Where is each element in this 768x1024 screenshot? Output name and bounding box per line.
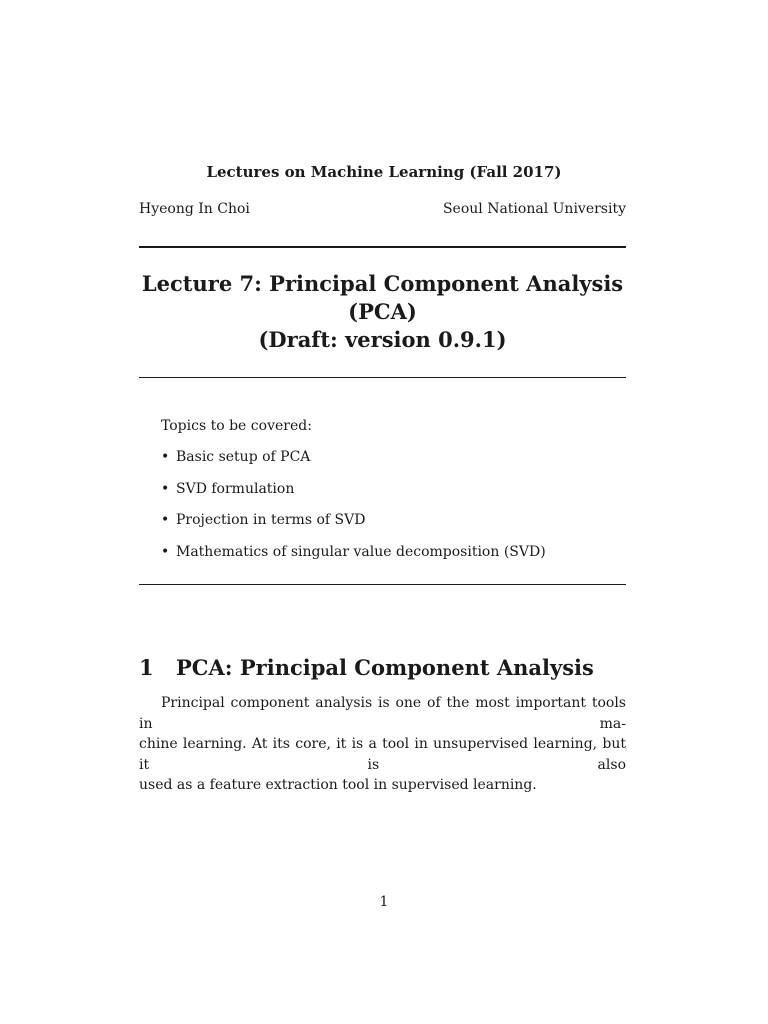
bullet-icon: • — [161, 480, 170, 497]
author-affiliation: Seoul National University — [442, 201, 626, 217]
paragraph-line: chine learning. At its core, it is a tool in unsupervised learning, but it is also — [139, 736, 626, 773]
list-item — [161, 481, 546, 513]
topic-list — [161, 449, 546, 575]
page-number: 1 — [379, 894, 389, 910]
paragraph-line: Principal component analysis is one of the most important tools in ma- — [139, 695, 626, 732]
title-bottom-rule — [139, 377, 626, 378]
title-line-1: Lecture 7: Principal Component Analysis — [141, 271, 624, 296]
topics-intro: Topics to be covered: — [161, 418, 312, 434]
section-number: 1 — [139, 655, 154, 680]
title-top-rule — [139, 246, 626, 248]
topic-text: SVD formulation — [176, 480, 295, 497]
bullet-icon: • — [161, 449, 170, 465]
section-paragraph — [139, 693, 626, 796]
paragraph-line: used as a feature extraction tool in supervised learning. — [139, 777, 537, 793]
section-title: PCA: Principal Component Analysis — [176, 655, 594, 680]
section-heading — [139, 655, 594, 680]
list-item — [161, 512, 546, 544]
list-item — [161, 544, 546, 576]
topic-text: Projection in terms of SVD — [176, 512, 366, 528]
title-line-2: (PCA) — [348, 299, 417, 324]
topic-text: Mathematics of singular value decomposition (SVD) — [176, 543, 546, 560]
list-item — [161, 449, 546, 481]
title-line-3: (Draft: version 0.9.1) — [258, 327, 507, 352]
course-header: Lectures on Machine Learning (Fall 2017) — [206, 163, 562, 181]
bullet-icon: • — [161, 512, 170, 528]
topics-bottom-rule — [139, 584, 626, 585]
lecture-title — [139, 270, 626, 354]
author-name: Hyeong In Choi — [139, 201, 250, 217]
bullet-icon: • — [161, 543, 170, 560]
topic-text: Basic setup of PCA — [176, 449, 311, 465]
